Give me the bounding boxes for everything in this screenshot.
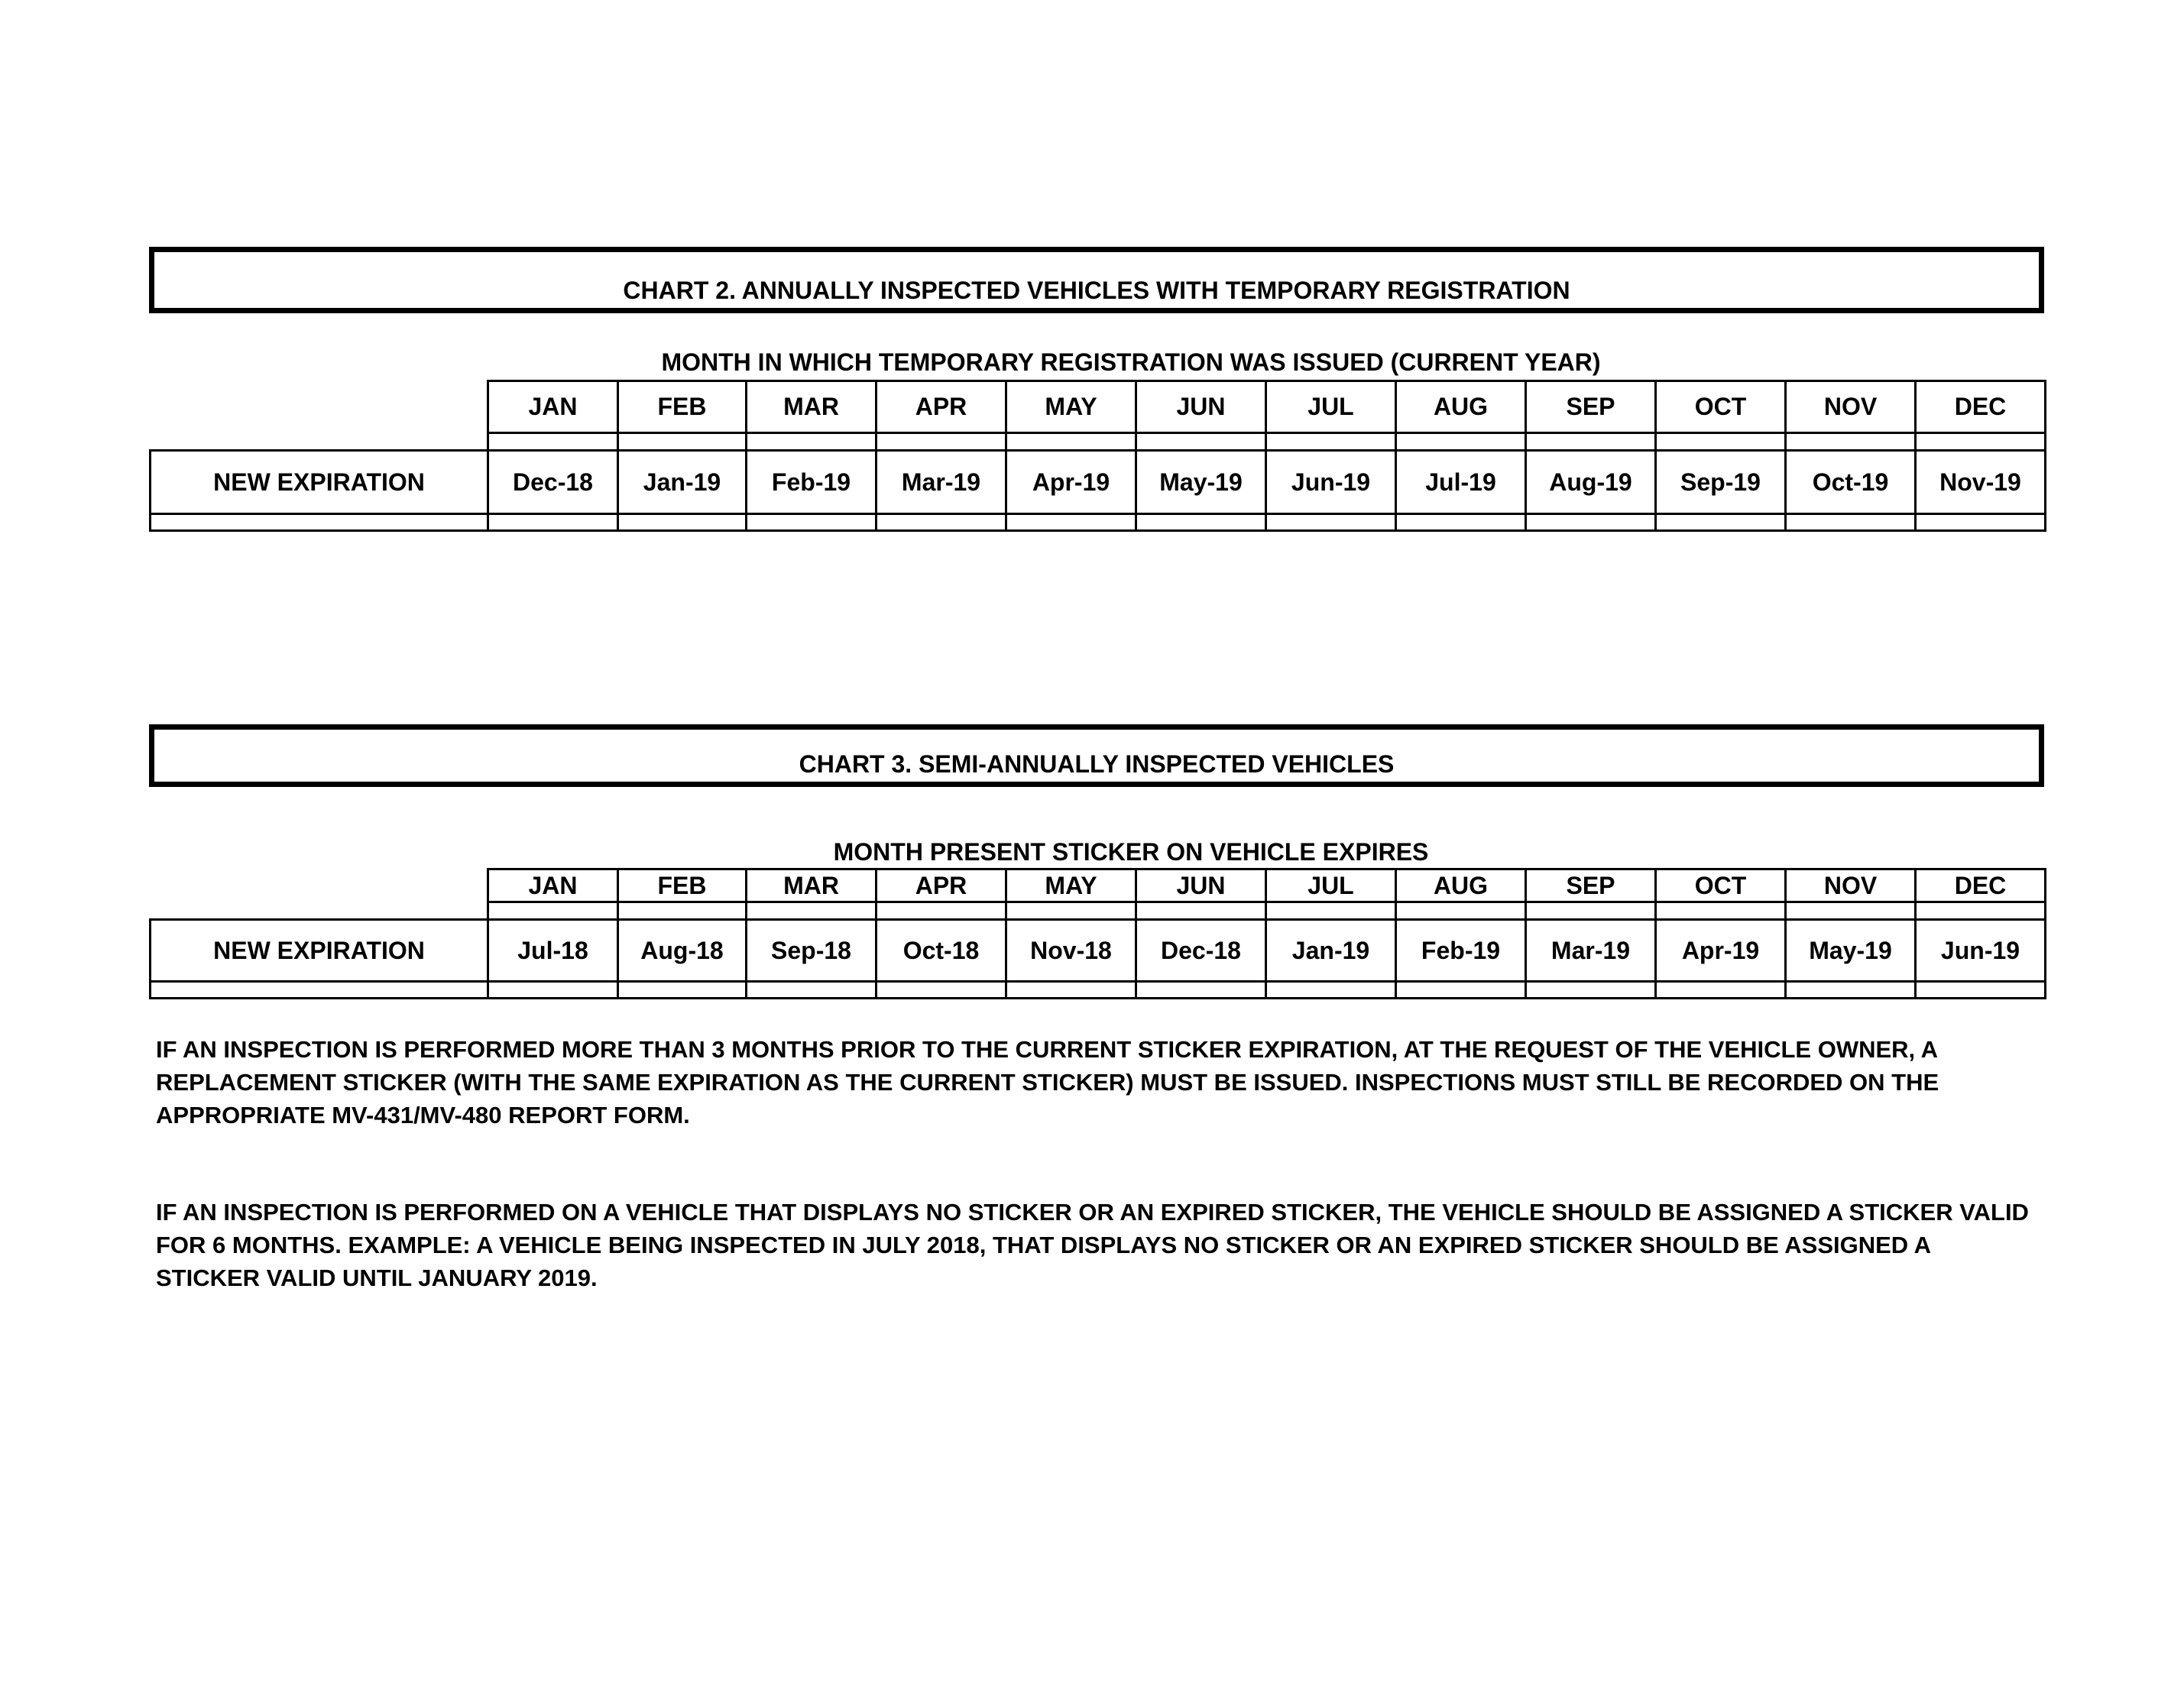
chart3-tail-cell: [1916, 982, 2046, 999]
chart2-gap-cell: [1136, 433, 1266, 451]
chart3-tail-cell: [1396, 982, 1526, 999]
chart3-row-label: NEW EXPIRATION: [151, 920, 488, 982]
chart3-month-header: FEB: [618, 869, 747, 902]
chart2-gap-cell: [1916, 433, 2046, 451]
chart2-tail-cell: [1266, 514, 1396, 531]
chart2-month-header: MAY: [1006, 381, 1136, 433]
chart3-month-header: JUN: [1136, 869, 1266, 902]
chart2-expiration-cell: Dec-18: [488, 451, 618, 514]
chart2-month-header: DEC: [1916, 381, 2046, 433]
chart3-month-header: SEP: [1526, 869, 1656, 902]
chart2-tail-cell: [1136, 514, 1266, 531]
chart2-table: [149, 380, 2046, 532]
chart3-expiration-cell: May-19: [1786, 920, 1916, 982]
chart3-gap-cell: [618, 902, 747, 920]
chart2-tail-row: [151, 514, 2046, 531]
chart3-gap-cell: [1266, 902, 1396, 920]
chart2-tail-cell: [1916, 514, 2046, 531]
chart2-tail-cell: [488, 514, 618, 531]
chart2-expiration-cell: Feb-19: [747, 451, 877, 514]
chart3-tail-cell: [1656, 982, 1786, 999]
chart2-month-header: JUN: [1136, 381, 1266, 433]
chart2-gap-cell: [1266, 433, 1396, 451]
chart3-month-header: NOV: [1786, 869, 1916, 902]
chart2-row-label: NEW EXPIRATION: [151, 451, 488, 514]
chart3-month-header: JAN: [488, 869, 618, 902]
chart2-expiration-cell: Mar-19: [877, 451, 1006, 514]
chart2-expiration-cell: Sep-19: [1656, 451, 1786, 514]
chart3-tail-cell: [1786, 982, 1916, 999]
chart2-tail-cell: [1006, 514, 1136, 531]
chart3-gap-cell: [747, 902, 877, 920]
chart3-gap-cell: [1916, 902, 2046, 920]
chart3-month-header: MAR: [747, 869, 877, 902]
chart2-gap-cell: [1006, 433, 1136, 451]
chart2-subtitle: MONTH IN WHICH TEMPORARY REGISTRATION WAS ISSUED (CURRENT YEAR): [661, 348, 1601, 376]
chart2-gap-cell: [618, 433, 747, 451]
chart3-title: CHART 3. SEMI-ANNUALLY INSPECTED VEHICLES: [799, 750, 1395, 778]
chart3-tail-cell: [1526, 982, 1656, 999]
chart2-gap-cell: [747, 433, 877, 451]
chart3-tail-cell: [1266, 982, 1396, 999]
chart2-expiration-row: [151, 451, 2046, 514]
chart3-month-header: JUL: [1266, 869, 1396, 902]
chart3-expiration-cell: Feb-19: [1396, 920, 1526, 982]
chart3-subtitle: MONTH PRESENT STICKER ON VEHICLE EXPIRES: [833, 838, 1429, 866]
chart3-expiration-cell: Jan-19: [1266, 920, 1396, 982]
chart3-table: [149, 868, 2046, 999]
chart3-expiration-cell: Nov-18: [1006, 920, 1136, 982]
chart3-gap-cell: [1786, 902, 1916, 920]
chart2-expiration-cell: Jun-19: [1266, 451, 1396, 514]
chart2-tail-cell: [618, 514, 747, 531]
chart2-month-row: [151, 381, 2046, 433]
chart3-month-header: DEC: [1916, 869, 2046, 902]
chart3-month-header: APR: [877, 869, 1006, 902]
chart2-gap-cell: [1396, 433, 1526, 451]
chart2-gap-cell: [877, 433, 1006, 451]
chart3-expiration-cell: Oct-18: [877, 920, 1006, 982]
chart2-tail-cell: [877, 514, 1006, 531]
chart2-month-header: JAN: [488, 381, 618, 433]
chart3-expiration-cell: Jun-19: [1916, 920, 2046, 982]
chart3-expiration-cell: Apr-19: [1656, 920, 1786, 982]
chart3-gap-cell: [488, 902, 618, 920]
chart3-month-header: MAY: [1006, 869, 1136, 902]
chart2-month-header: MAR: [747, 381, 877, 433]
note-paragraph-replacement-sticker: IF AN INSPECTION IS PERFORMED MORE THAN 3 MONTHS PRIOR TO THE CURRENT STICKER EXPIRATION, AT THE REQUEST OF THE VEHICLE OWNER, A REPLACEMENT STICKER (WITH THE SAME EXPIRATION AS THE CURRENT STICKER) MUST BE ISSUED. INSPECTIONS MUST STILL BE RECORDED ON THE APPROPRIATE MV-431/MV-480 REPORT FORM.: [156, 1036, 1939, 1128]
chart2-month-header: FEB: [618, 381, 747, 433]
chart3-gap-cell: [1396, 902, 1526, 920]
chart2-gap-cell: [1656, 433, 1786, 451]
chart3-month-header: AUG: [1396, 869, 1526, 902]
chart2-month-header: AUG: [1396, 381, 1526, 433]
chart3-expiration-cell: Sep-18: [747, 920, 877, 982]
chart2-month-header: JUL: [1266, 381, 1396, 433]
chart2-gap-cell: [1526, 433, 1656, 451]
chart2-month-header: OCT: [1656, 381, 1786, 433]
chart3-gap-cell: [877, 902, 1006, 920]
chart2-tail-cell: [1526, 514, 1656, 531]
chart3-expiration-cell: Aug-18: [618, 920, 747, 982]
chart3-gap-cell: [1006, 902, 1136, 920]
chart3-tail-cell: [1136, 982, 1266, 999]
chart2-tail-cell: [1656, 514, 1786, 531]
chart2-tail-cell: [1396, 514, 1526, 531]
chart3-gap-cell: [1136, 902, 1266, 920]
chart3-month-row: [151, 869, 2046, 902]
chart2-expiration-cell: Apr-19: [1006, 451, 1136, 514]
chart2-gap-row: [151, 433, 2046, 451]
chart2-expiration-cell: Jan-19: [618, 451, 747, 514]
chart3-expiration-row: [151, 920, 2046, 982]
chart2-expiration-cell: Oct-19: [1786, 451, 1916, 514]
chart2-tail-cell: [1786, 514, 1916, 531]
chart2-title: CHART 2. ANNUALLY INSPECTED VEHICLES WITH TEMPORARY REGISTRATION: [623, 277, 1570, 304]
chart3-tail-cell: [1006, 982, 1136, 999]
chart2-expiration-cell: Aug-19: [1526, 451, 1656, 514]
chart2-month-header: SEP: [1526, 381, 1656, 433]
chart3-expiration-cell: Mar-19: [1526, 920, 1656, 982]
chart2-expiration-cell: May-19: [1136, 451, 1266, 514]
chart3-expiration-cell: Dec-18: [1136, 920, 1266, 982]
chart2-expiration-cell: Nov-19: [1916, 451, 2046, 514]
chart2-title-box: [149, 247, 2044, 313]
chart3-expiration-cell: Jul-18: [488, 920, 618, 982]
chart3-tail-cell: [747, 982, 877, 999]
chart3-tail-cell: [618, 982, 747, 999]
chart3-month-header: OCT: [1656, 869, 1786, 902]
chart2-gap-cell: [488, 433, 618, 451]
chart3-gap-row: [151, 902, 2046, 920]
chart3-gap-cell: [1656, 902, 1786, 920]
chart2-month-header: NOV: [1786, 381, 1916, 433]
chart2-month-header: APR: [877, 381, 1006, 433]
chart2-tail-cell: [747, 514, 877, 531]
chart3-tail-row: [151, 982, 2046, 999]
chart2-expiration-cell: Jul-19: [1396, 451, 1526, 514]
chart3-tail-cell: [877, 982, 1006, 999]
chart2-gap-cell: [1786, 433, 1916, 451]
chart3-gap-cell: [1526, 902, 1656, 920]
note-paragraph-no-sticker: IF AN INSPECTION IS PERFORMED ON A VEHICLE THAT DISPLAYS NO STICKER OR AN EXPIRED STICKER, THE VEHICLE SHOULD BE ASSIGNED A STICKER VALID FOR 6 MONTHS. EXAMPLE: A VEHICLE BEING INSPECTED IN JULY 2018, THAT DISPLAYS NO STICKER OR AN EXPIRED STICKER SHOULD BE ASSIGNED A STICKER VALID UNTIL JANUARY 2019.: [156, 1199, 2029, 1291]
chart3-title-box: [149, 724, 2044, 787]
chart3-tail-cell: [488, 982, 618, 999]
